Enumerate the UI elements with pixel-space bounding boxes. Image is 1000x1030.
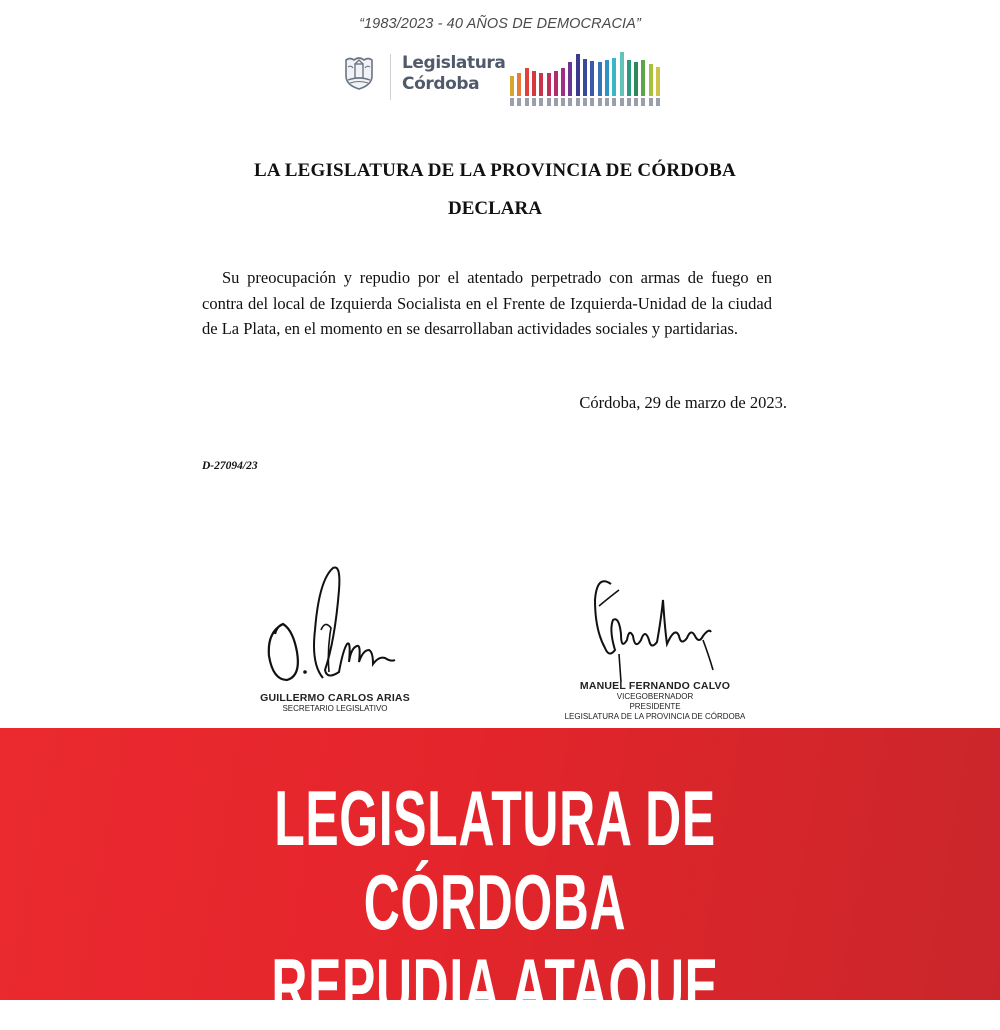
logo-bar bbox=[627, 60, 631, 106]
logo-bar bbox=[517, 73, 521, 106]
logo-bar bbox=[612, 58, 616, 106]
logo-bar bbox=[576, 54, 580, 106]
document-title: LA LEGISLATURA DE LA PROVINCIA DE CÓRDOBA bbox=[254, 160, 736, 181]
signatory-role: VICEGOBERNADOR bbox=[616, 692, 694, 701]
headline-line-2: REPUDIA ATAQUE bbox=[271, 942, 719, 1030]
document-subtitle: DECLARA bbox=[448, 198, 542, 219]
signatory-role: PRESIDENTE bbox=[629, 702, 681, 711]
logo-color-bars bbox=[510, 48, 670, 106]
logo-bar bbox=[590, 61, 594, 106]
letterhead bbox=[0, 0, 1000, 110]
date-line: Córdoba, 29 de marzo de 2023. bbox=[579, 393, 787, 412]
logo-line-2: Córdoba bbox=[402, 74, 480, 94]
logo-bar bbox=[634, 62, 638, 106]
logo-bar bbox=[554, 71, 558, 106]
coat-of-arms-icon bbox=[342, 56, 376, 90]
logo-bar bbox=[605, 60, 609, 106]
signatory-name: MANUEL FERNANDO CALVO bbox=[579, 680, 731, 692]
logo-bar bbox=[532, 71, 536, 106]
logo-line-1: Legislatura bbox=[402, 53, 506, 73]
logo-bar bbox=[620, 52, 624, 106]
signature-block-arias bbox=[230, 560, 440, 714]
signature-calvo bbox=[575, 570, 735, 682]
headline-text bbox=[178, 776, 812, 1028]
logo-bar bbox=[561, 68, 565, 106]
logo-bar bbox=[547, 73, 551, 106]
signatory-name: GUILLERMO CARLOS ARIAS bbox=[260, 692, 410, 704]
logo-wordmark bbox=[402, 53, 505, 95]
headline-banner bbox=[0, 728, 1000, 1030]
logo-bar bbox=[656, 67, 660, 106]
logo-bar bbox=[510, 76, 514, 106]
logo-bar bbox=[525, 68, 529, 106]
signature-arias bbox=[255, 560, 415, 688]
logo-bar bbox=[641, 60, 645, 106]
legislatura-logo bbox=[340, 48, 670, 106]
headline-line-1: LEGISLATURA DE CÓRDOBA bbox=[274, 774, 716, 946]
logo-bar bbox=[539, 73, 543, 106]
logo-bar bbox=[649, 64, 653, 106]
signature-block-calvo bbox=[555, 570, 755, 722]
signatory-institution: LEGISLATURA DE LA PROVINCIA DE CÓRDOBA bbox=[564, 712, 746, 721]
motto-text: “1983/2023 - 40 AÑOS DE DEMOCRACIA” bbox=[359, 16, 641, 32]
document-reference: D-27094/23 bbox=[202, 460, 258, 472]
signatory-role: SECRETARIO LEGISLATIVO bbox=[282, 704, 388, 713]
logo-bar bbox=[598, 62, 602, 106]
logo-bar bbox=[568, 62, 572, 106]
logo-bar bbox=[583, 59, 587, 106]
declaration-body: Su preocupación y repudio por el atentado perpetrado con armas de fuego en contra del local de Izquierda Socialista en el Frente de Izquierda-Unidad de la ciudad de La Plata, en el momento en se desarrollaban actividades sociales y partidarias. bbox=[202, 268, 772, 338]
logo-divider bbox=[390, 54, 391, 100]
